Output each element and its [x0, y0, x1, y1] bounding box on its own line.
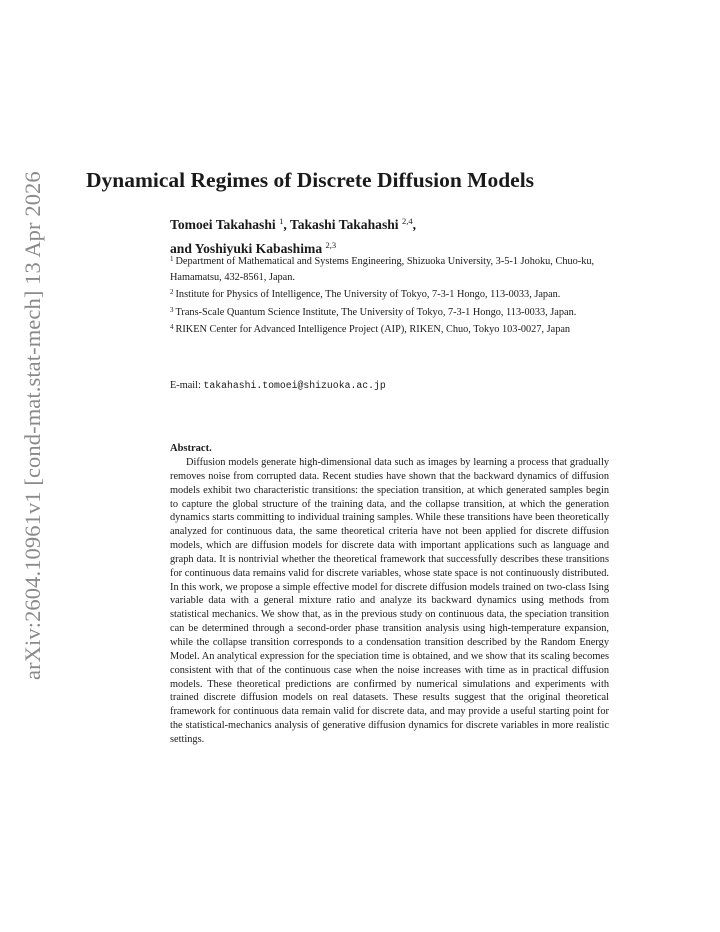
affiliation-mark: 3 [170, 305, 174, 314]
affiliation-mark: 1 [170, 255, 174, 263]
affiliation-item [170, 285, 620, 303]
affiliation-text: Department of Mathematical and Systems Engineering, Shizuoka University, 3-5-1 Johoku, Chuo-ku, Hamamatsu, 432-8561, Japan. [170, 256, 595, 283]
email-link[interactable]: takahashi.tomoei@shizuoka.ac.jp [203, 380, 386, 391]
affiliation-text: Trans-Scale Quantum Science Institute, The University of Tokyo, 7-3-1 Hongo, 113-0033, Japan. [175, 306, 577, 318]
author-separator: , [412, 217, 417, 232]
author-separator: , [283, 217, 290, 232]
affiliation-item [170, 303, 620, 321]
paper-title: Dynamical Regimes of Discrete Diffusion Models [86, 168, 535, 192]
affiliation-item [170, 320, 620, 338]
author-affiliation-mark: 2,3 [325, 240, 337, 250]
email-label: E-mail: [170, 380, 201, 391]
author-name: and Yoshiyuki Kabashima [170, 241, 323, 256]
arxiv-identifier-stamp: arXiv:2604.10961v1 [cond-mat.stat-mech] 13 Apr 2026 [20, 171, 45, 680]
author-name: Tomoei Takahashi [170, 217, 276, 232]
affiliation-list [170, 252, 620, 338]
affiliation-text: Institute for Physics of Intelligence, The University of Tokyo, 7-3-1 Hongo, 113-0033, Japan. [175, 289, 561, 300]
affiliation-mark: 2 [170, 288, 174, 296]
author-name: Takashi Takahashi [289, 217, 399, 232]
abstract-section [170, 442, 609, 747]
author-line-1 [170, 211, 630, 235]
abstract-heading: Abstract. [170, 443, 212, 454]
contact-email [170, 380, 386, 391]
author-affiliation-mark: 2,4 [402, 216, 413, 226]
affiliation-mark: 4 [170, 323, 174, 331]
affiliation-text: RIKEN Center for Advanced Intelligence Project (AIP), RIKEN, Chuo, Tokyo 103-0027, Japan [175, 324, 571, 335]
author-affiliation-mark: 1 [279, 216, 284, 226]
affiliation-item [170, 252, 620, 285]
abstract-text: Diffusion models generate high-dimensional data such as images by learning a process that gradually removes noise from corrupted data. Recent studies have shown that the backward dynamics of diffusion models exhibit two characteristic transitions: the speciation transition, at which generated samples begin to capture the global structure of the training data, and the collapse transition, at which the generation dynamics starts committing to individual training samples. While these transitions have been theoretically analyzed for continuous data, the same theoretical criteria have not been applied for discrete diffusion models, which are diffusion models for discrete data with important applications such as language and graph data. It is nontrivial whether the theoretical framework that successfully describes these transitions for continuous data remains valid for discrete variables, whose state space is not continuously distributed. In this work, we propose a simple effective model for discrete diffusion models trained on two-class Ising variable data with a general mixture ratio and analyze its backward dynamics using methods from statistical mechanics. We show that, as in the previous study on continuous data, the speciation transition can be determined through a second-order phase transition analysis using high-temperature expansion, while the collapse transition corresponds to a condensation transition described by the Random Energy Model. An analytical expression for the speciation time is obtained, and we show that its scaling becomes consistent with that of the continuous case when the noise increases with time as in practical diffusion models. These theoretical predictions are confirmed by numerical simulations and experiments with trained discrete diffusion models on real datasets. These results suggest that the original theoretical framework for continuous data remain valid for discrete data, and may provide a useful starting point for the statistical-mechanics analysis of generative diffusion dynamics for discrete variables in more realistic settings. [170, 457, 609, 745]
